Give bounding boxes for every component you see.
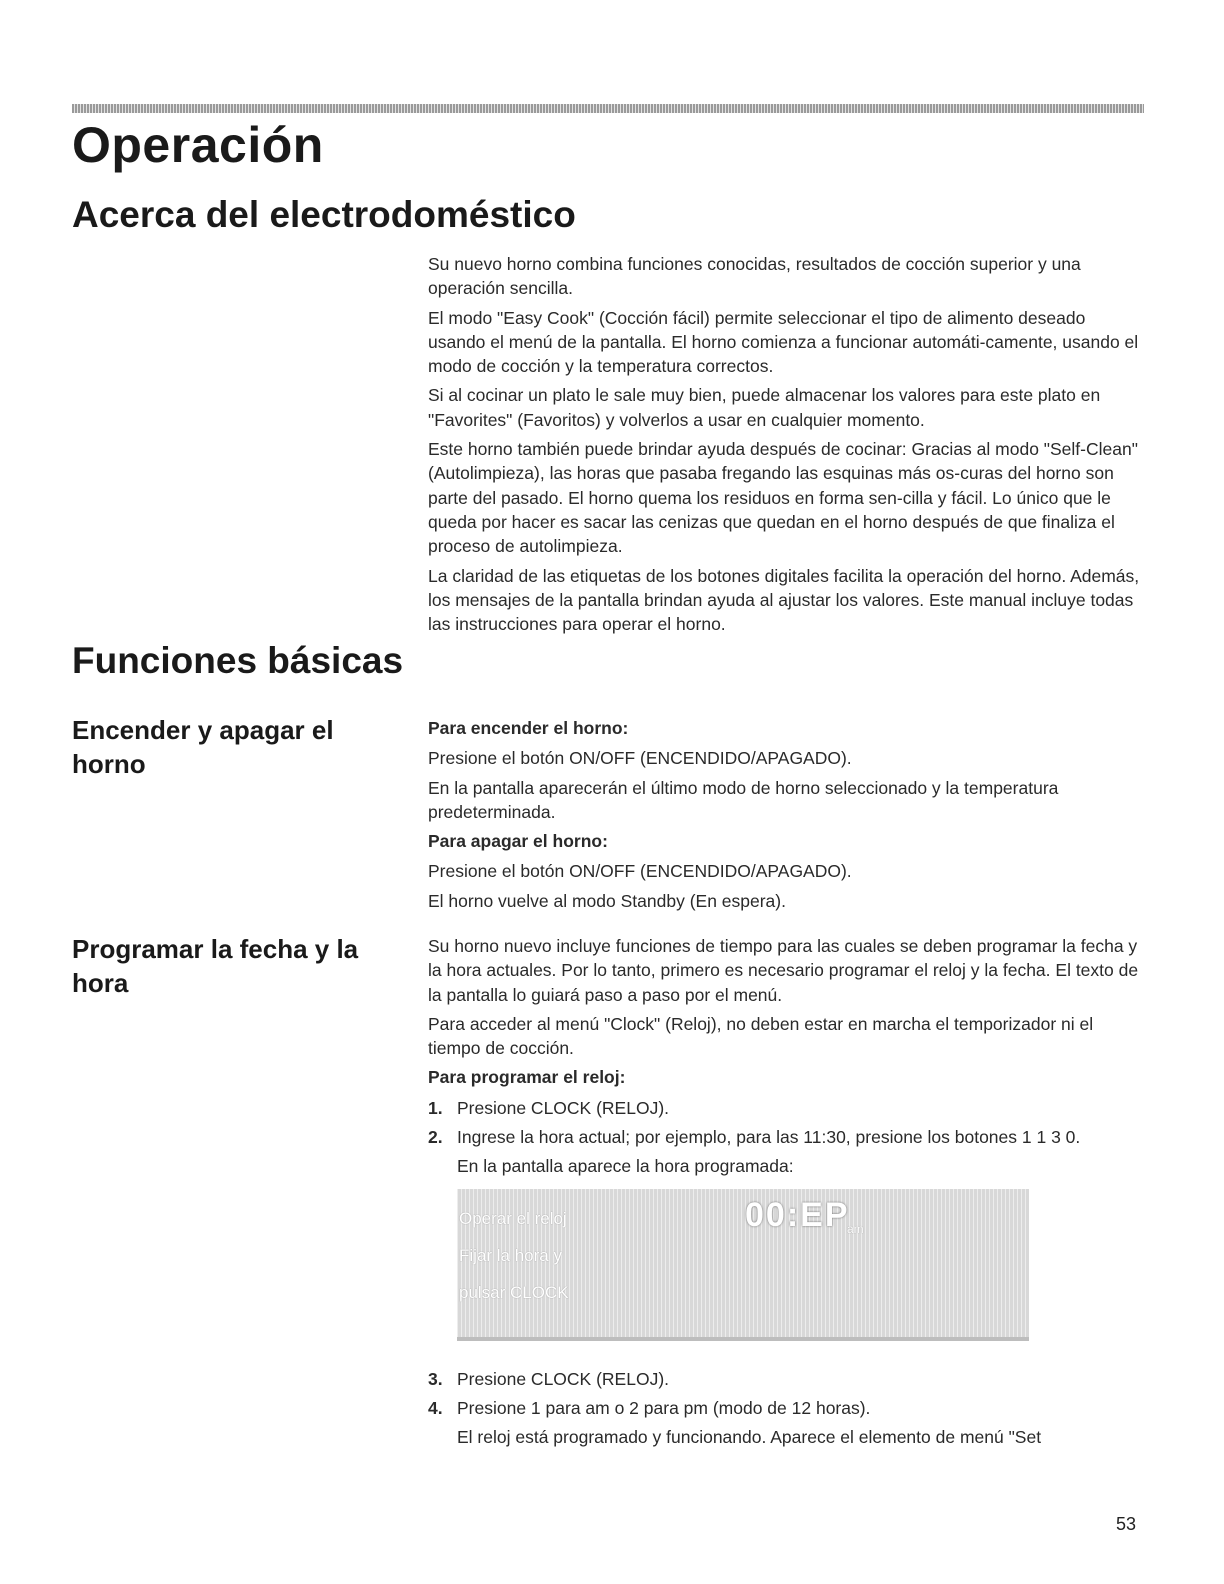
page-title: Operación (72, 117, 324, 173)
list-item (428, 1396, 1144, 1420)
display-time: 00:EP (745, 1195, 850, 1234)
subsection-heading-power: Encender y apagar el horno (72, 715, 334, 779)
section-heading-basic: Funciones básicas (72, 640, 404, 681)
about-paragraph: Si al cocinar un plato le sale muy bien, puede almacenar los valores para este plato en "Favorites" (Favoritos) y volverlos a usar en cualquier momento. (428, 385, 1101, 430)
display-line-3: pulsar CLOCK (459, 1282, 569, 1302)
list-item (428, 1367, 1144, 1391)
clock-steps-continued (428, 1367, 1144, 1421)
list-item (428, 1125, 1144, 1149)
power-body (428, 716, 1144, 918)
step-number: 4. (428, 1397, 443, 1418)
step-number: 1. (428, 1097, 443, 1118)
display-line-1: Operar el reloj (459, 1208, 567, 1228)
step-text: Presione 1 para am o 2 para pm (modo de 12 horas). (457, 1397, 871, 1418)
about-body (428, 252, 1144, 641)
clock-access-note: Para acceder al menú "Clock" (Reloj), no deben estar en marcha el temporizador ni el tiempo de cocción. (428, 1013, 1094, 1059)
oven-display-image (457, 1189, 1029, 1341)
power-off-title: Para apagar el horno: (428, 831, 608, 852)
step4-result: El reloj está programado y funcionando. Aparece el elemento de menú "Set (457, 1427, 1042, 1448)
page-number: 53 (1116, 1514, 1137, 1534)
display-line-2: Fijar la hora y (459, 1245, 562, 1265)
power-off-result: El horno vuelve al modo Standby (En espera). (428, 890, 786, 911)
about-paragraph: El modo "Easy Cook" (Cocción fácil) permite seleccionar el tipo de alimento deseado usando el menú de la pantalla. El horno comienza a funcionar automáti-camente, usando el modo de cocción y la temperatura correctos. (428, 307, 1139, 377)
power-off-step: Presione el botón ON/OFF (ENCENDIDO/APAGADO). (428, 861, 852, 882)
about-paragraph: Su nuevo horno combina funciones conocidas, resultados de cocción superior y una operación sencilla. (428, 254, 1081, 299)
display-ampm: am (847, 1221, 864, 1236)
power-on-step: Presione el botón ON/OFF (ENCENDIDO/APAGADO). (428, 748, 852, 769)
step-text: Presione CLOCK (RELOJ). (457, 1368, 670, 1389)
clock-set-title: Para programar el reloj: (428, 1067, 626, 1088)
step-number: 3. (428, 1368, 443, 1389)
step-number: 2. (428, 1127, 443, 1148)
subsection-heading-clock: Programar la fecha y la hora (72, 934, 359, 998)
step-text: Ingrese la hora actual; por ejemplo, para las 11:30, presione los botones 1 1 3 0. (457, 1127, 1081, 1148)
about-paragraph: La claridad de las etiquetas de los botones digitales facilita la operación del horno. Además, los mensajes de la pantalla brindan ayuda al ajustar los valores. Este manual incluye todas las instrucciones para operar el horno. (428, 565, 1140, 635)
clock-body (428, 934, 1144, 1455)
step2-result: En la pantalla aparece la hora programada: (457, 1156, 794, 1177)
header-rule (72, 104, 1144, 113)
list-item (428, 1096, 1144, 1120)
clock-steps (428, 1096, 1144, 1150)
step-text: Presione CLOCK (RELOJ). (457, 1097, 670, 1118)
about-paragraph: Este horno también puede brindar ayuda después de cocinar: Gracias al modo "Self-Clean" (Autolimpieza), las horas que pasaba fregando las esquinas más os-curas del horno son parte del pasado. El horno quema los residuos en forma sen-cilla y fácil. Lo único que le queda por hacer es sacar las cenizas que quedan en el horno después de que finaliza el proceso de autolimpieza. (428, 439, 1138, 557)
power-on-title: Para encender el horno: (428, 718, 629, 738)
power-on-result: En la pantalla aparecerán el último modo de horno seleccionado y la temperatura predeterminada. (428, 777, 1059, 822)
clock-intro: Su horno nuevo incluye funciones de tiempo para las cuales se deben programar la fecha y la hora actuales. Por lo tanto, primero es necesario programar el reloj y la fecha. El texto de la pantalla lo guiará paso a paso por el menú. (428, 936, 1139, 1005)
section-heading-about: Acerca del electrodoméstico (72, 194, 576, 235)
